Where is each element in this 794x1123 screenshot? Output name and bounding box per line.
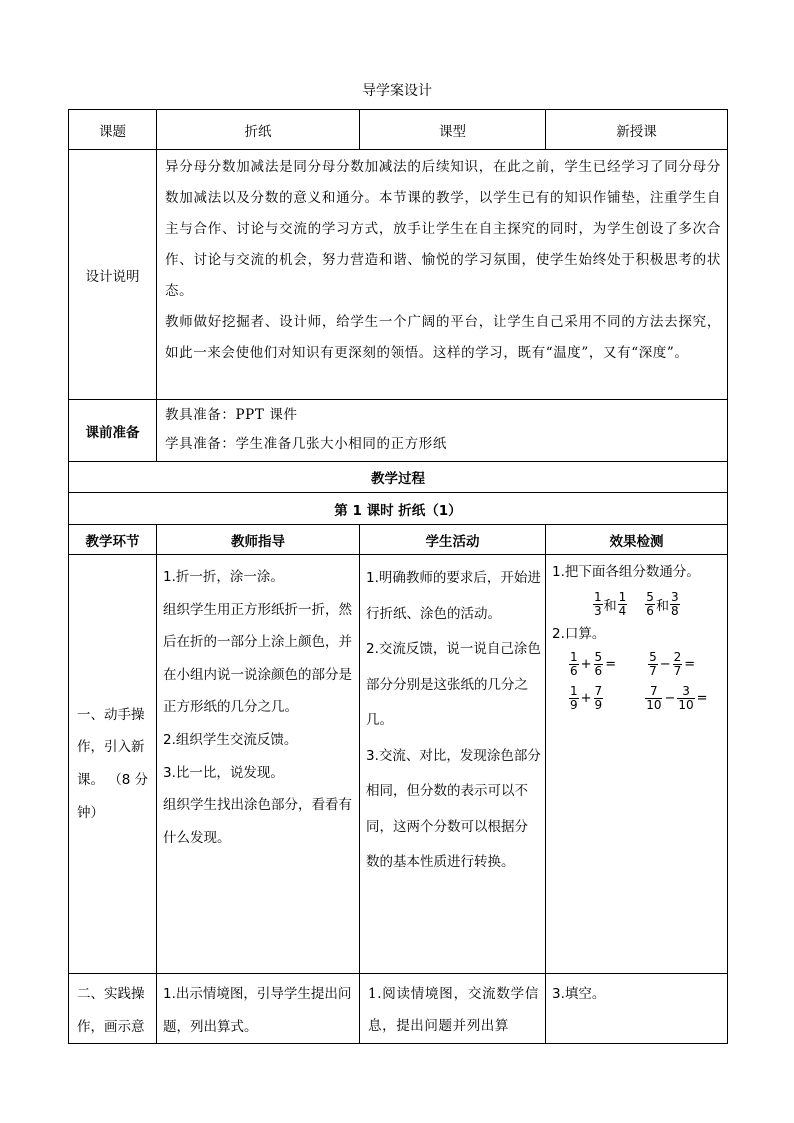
section-2-student: 1.阅读情境图，交流数学信息，提出问题并列出算 xyxy=(360,974,546,1044)
section-1-teacher xyxy=(157,555,360,974)
process-title-row xyxy=(69,462,728,493)
fraction: $\frac{3}{10}$ xyxy=(678,683,694,712)
type-label: 课型 xyxy=(360,110,546,150)
section-2-teacher: 1.出示情境图，引导学生提出问题，列出算式。 xyxy=(157,974,360,1044)
header-check: 效果检测 xyxy=(546,525,728,555)
check-q2-row-1 xyxy=(552,647,723,681)
student-line: 2.交流反馈，说一说自己涂色部分分别是这张纸的几分之几。 xyxy=(366,641,541,728)
info-row xyxy=(69,110,728,150)
fraction: $\frac{5}{7}$ xyxy=(649,649,657,678)
check-q2-row-2 xyxy=(552,681,723,715)
fraction: $\frac{7}{9}$ xyxy=(594,683,603,712)
equals-sign: = xyxy=(605,656,617,672)
prep-student: 学具准备：学生准备几张大小相同的正方形纸 xyxy=(165,436,447,452)
design-text xyxy=(157,150,728,400)
design-para-1: 异分母分数加减法是同分母分数加减法的后续知识，在此之前，学生已经学习了同分母分数加减法以及分数的意义和通分。本节课的教学，以学生已有的知识作铺垫，注重学生自主与合作、讨论与交流的学习方式，放手让学生在自主探究的同时，为学生创设了多次合作、讨论与交流的机会，努力营造和谐、愉悦的学习氛围，使学生始终处于积极思考的状态。 xyxy=(165,159,721,299)
lesson-title-row xyxy=(69,493,728,525)
header-stage: 教学环节 xyxy=(69,525,157,555)
teacher-line: 组织学生找出涂色部分，看看有什么发现。 xyxy=(163,797,352,846)
plus-sign: + xyxy=(580,690,592,706)
lesson-title: 第 1 课时 折纸（1） xyxy=(69,493,728,525)
section-1-check xyxy=(546,555,728,974)
fraction: $\frac{1}{9}$ xyxy=(570,683,578,712)
and-text: 和 xyxy=(603,598,617,614)
teacher-line: 3.比一比，说发现。 xyxy=(163,764,284,781)
plus-sign: + xyxy=(580,656,592,672)
topic-label: 课题 xyxy=(69,110,157,150)
section-1-student xyxy=(360,555,546,974)
prep-row xyxy=(69,400,728,462)
section-1-row xyxy=(69,555,728,974)
header-student: 学生活动 xyxy=(360,525,546,555)
fraction: $\frac{1}{4}$ xyxy=(618,589,627,618)
check-q1-fractions xyxy=(552,587,723,621)
check-q2: 2.口算。 xyxy=(552,626,606,642)
equals-sign: = xyxy=(696,690,708,706)
equals-sign: = xyxy=(684,656,696,672)
fraction: $\frac{1}{6}$ xyxy=(570,649,578,678)
student-line: 3.交流、对比，发现涂色部分相同，但分数的表示可以不同，这两个分数可以根据分数的基本性质进行转换。 xyxy=(366,747,541,870)
process-title: 教学过程 xyxy=(69,462,728,493)
prep-label: 课前准备 xyxy=(69,400,157,462)
header-teacher: 教师指导 xyxy=(157,525,360,555)
fraction: $\frac{2}{7}$ xyxy=(673,649,682,678)
prep-text xyxy=(157,400,728,462)
topic-value: 折纸 xyxy=(157,110,360,150)
check-q1: 1.把下面各组分数通分。 xyxy=(552,564,700,580)
lesson-plan-table xyxy=(68,109,728,1044)
fraction: $\frac{1}{3}$ xyxy=(594,589,602,618)
section-2-row xyxy=(69,974,728,1044)
minus-sign: − xyxy=(664,690,676,706)
fraction: $\frac{3}{8}$ xyxy=(670,589,679,618)
section-2-check: 3.填空。 xyxy=(546,974,728,1044)
teacher-line: 组织学生用正方形纸折一折，然后在折的一部分上涂上颜色，并在小组内说一说涂颜色的部分是正方形纸的几分之几。 xyxy=(163,601,352,716)
column-header-row xyxy=(69,525,728,555)
section-2-stage: 二、实践操作，画示意 xyxy=(69,974,157,1044)
fraction: $\frac{5}{6}$ xyxy=(594,649,603,678)
document-title: 导学案设计 xyxy=(362,83,432,99)
fraction: $\frac{5}{6}$ xyxy=(646,589,654,618)
design-para-2: 教师做好挖掘者、设计师，给学生一个广阔的平台，让学生自己采用不同的方法去探究，如此一来会使他们对知识有更深刻的领悟。这样的学习，既有“温度”，又有“深度”。 xyxy=(165,314,721,361)
section-1-stage: 一、动手操作，引入新课。 （8 分钟） xyxy=(69,555,157,974)
teacher-line: 1.折一折，涂一涂。 xyxy=(163,569,284,585)
design-label: 设计说明 xyxy=(69,150,157,400)
fraction: $\frac{7}{10}$ xyxy=(646,683,662,712)
student-line: 1.明确教师的要求后，开始进行折纸、涂色的活动。 xyxy=(366,570,541,622)
and-text: 和 xyxy=(655,598,669,614)
teacher-line: 2.组织学生交流反馈。 xyxy=(163,731,298,748)
type-value: 新授课 xyxy=(546,110,728,150)
prep-teacher: 教具准备：PPT 课件 xyxy=(165,407,298,423)
minus-sign: − xyxy=(659,656,671,672)
design-row xyxy=(69,150,728,400)
